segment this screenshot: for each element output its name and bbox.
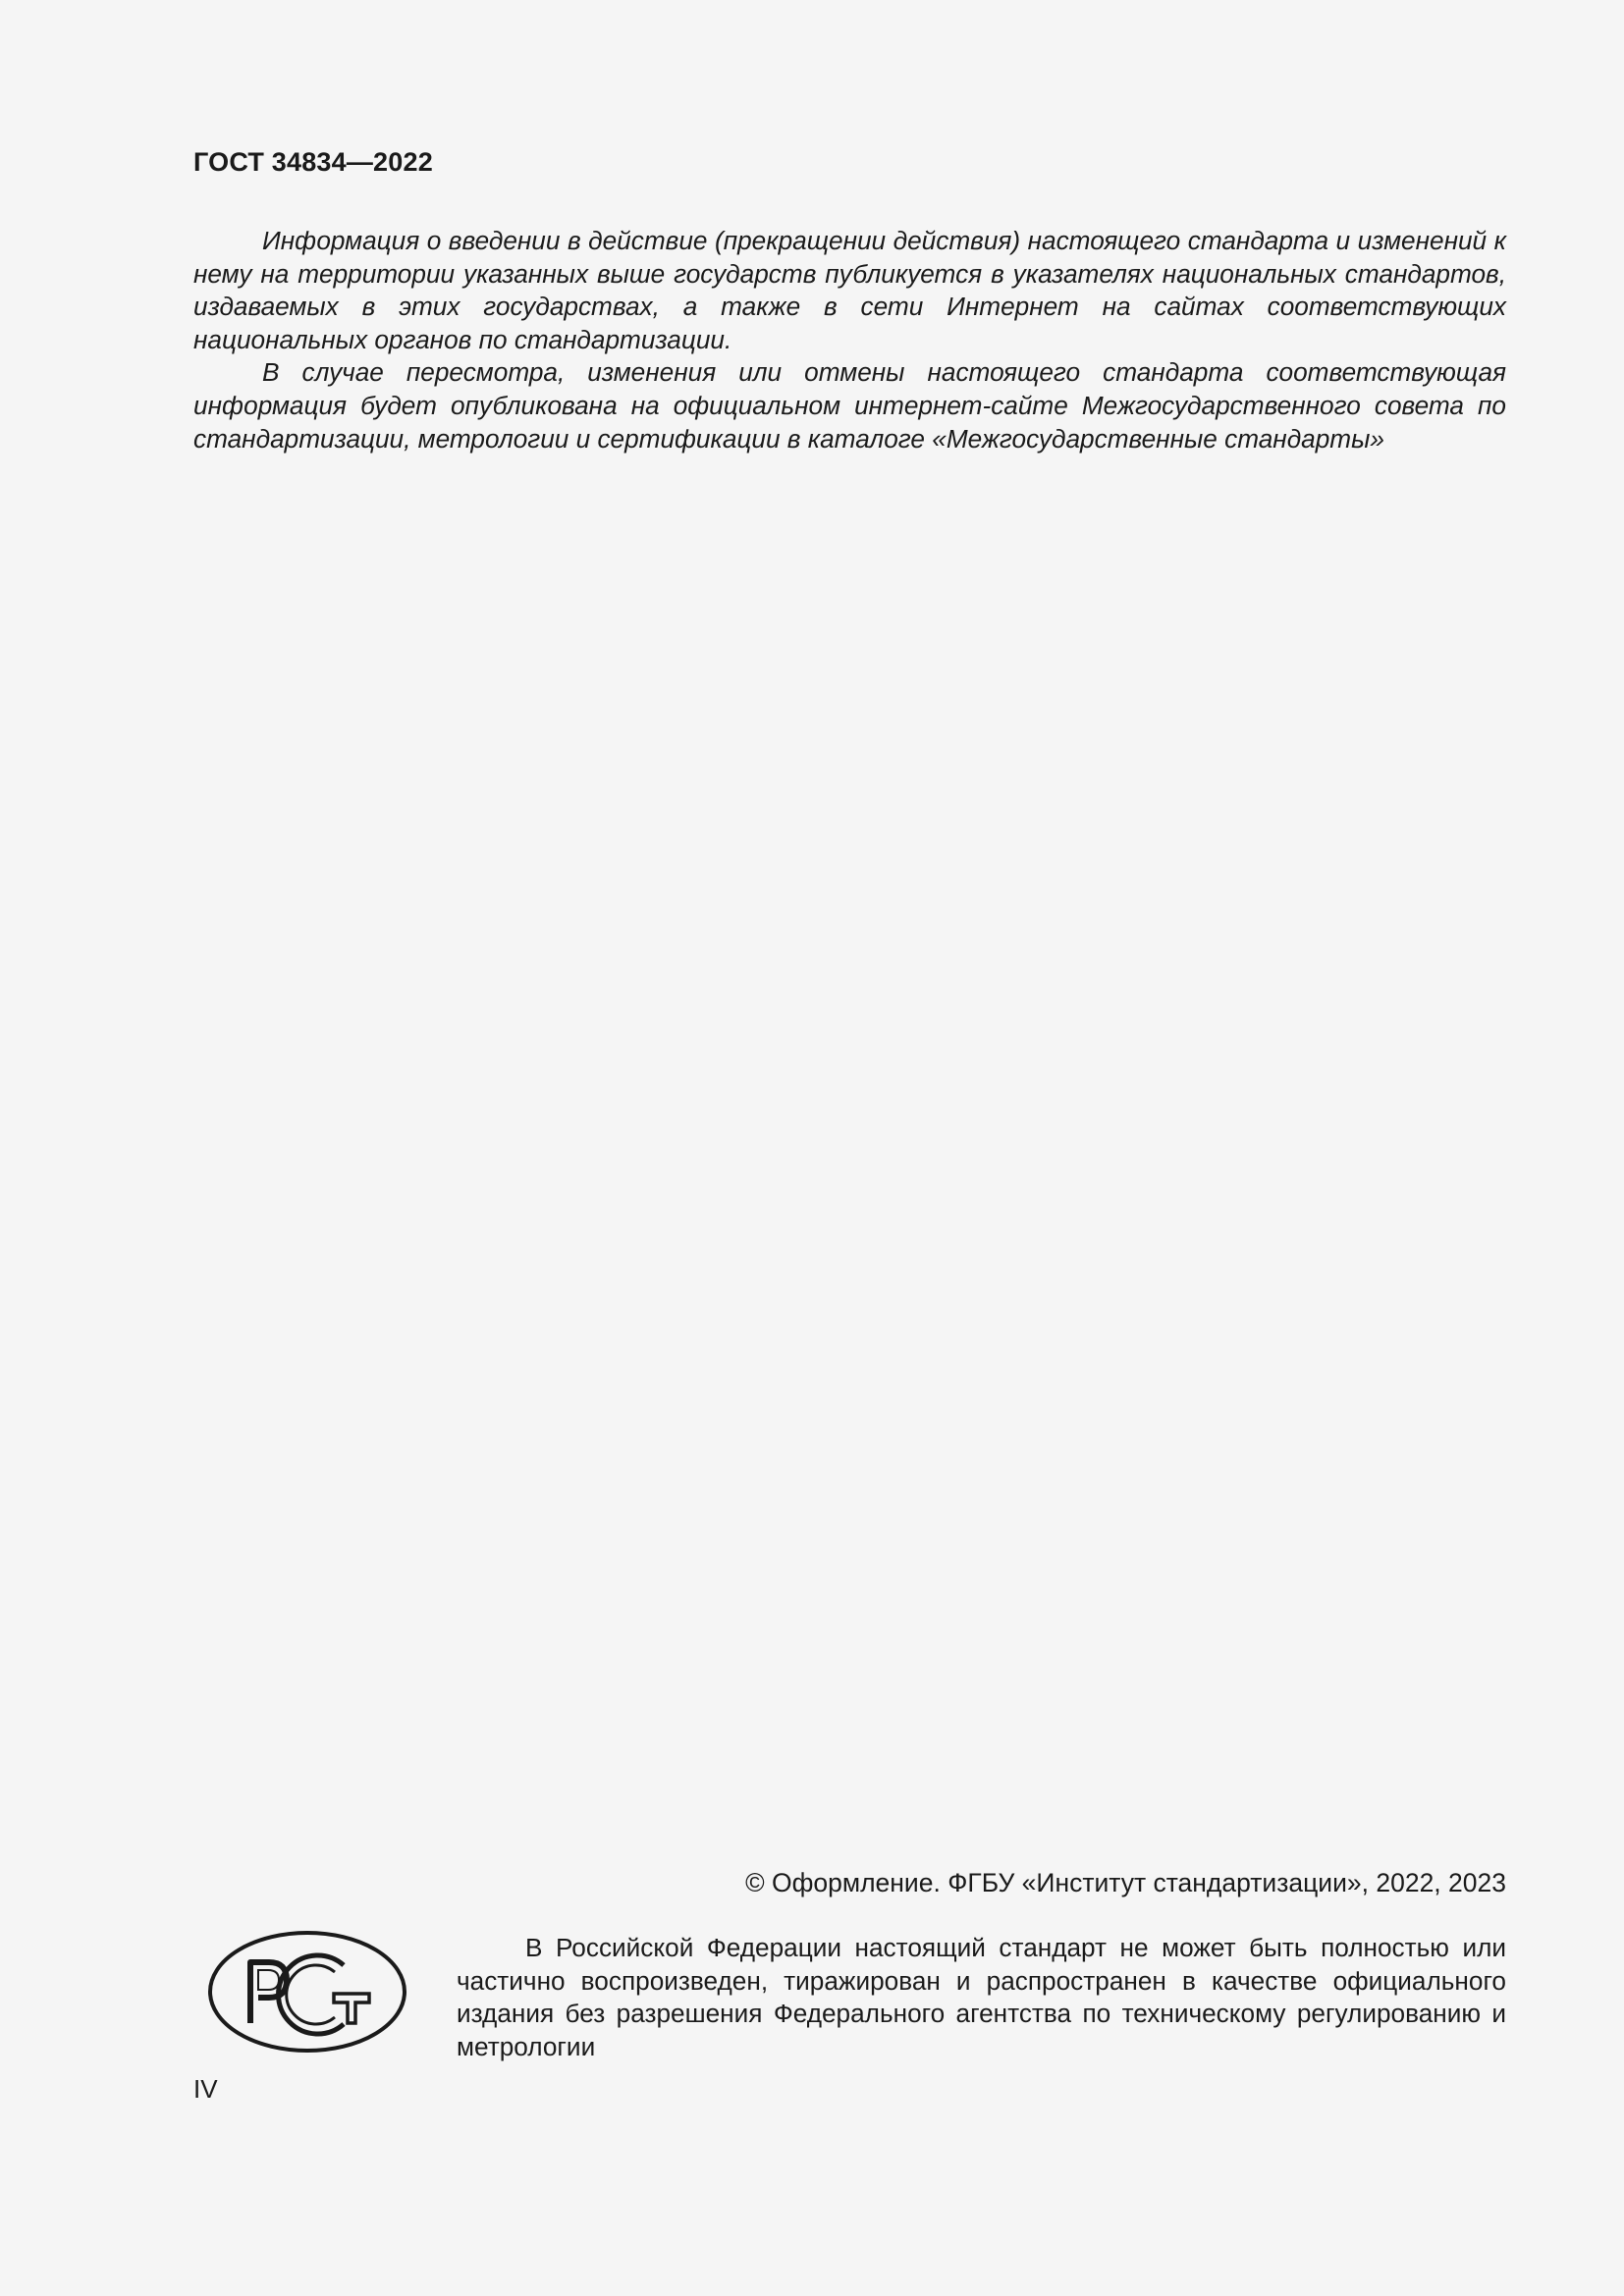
gost-r-certification-mark-icon bbox=[206, 1929, 408, 2055]
intro-paragraph: Информация о введении в действие (прекращении действия) настоящего стандарта и изменений к нему на территории указанных выше государств публикуется в указателях национальных стандартов, издаваемых в этих государствах, а также в сети Интернет на сайтах соответствующих национальных органов по стандартизации. bbox=[193, 226, 1506, 354]
copyright-line: © Оформление. ФГБУ «Институт стандартизации», 2022, 2023 bbox=[745, 1868, 1506, 1897]
document-code: ГОСТ 34834—2022 bbox=[193, 147, 433, 177]
page-number: IV bbox=[193, 2074, 218, 2104]
legal-notice: В Российской Федерации настоящий стандарт не может быть полностью или частично воспроизведен, тиражирован и распространен в качестве официального издания без разрешения Федерального агентства по техническому регулированию и метрологии bbox=[457, 1933, 1506, 2061]
intro-paragraph: В случае пересмотра, изменения или отмены настоящего стандарта соответствующая информация будет опубликована на официальном интернет-сайте Межгосударственного совета по стандартизации, метрологии и сертификации в каталоге «Межгосударственные стандарты» bbox=[193, 357, 1506, 454]
intro-section bbox=[193, 225, 1506, 455]
